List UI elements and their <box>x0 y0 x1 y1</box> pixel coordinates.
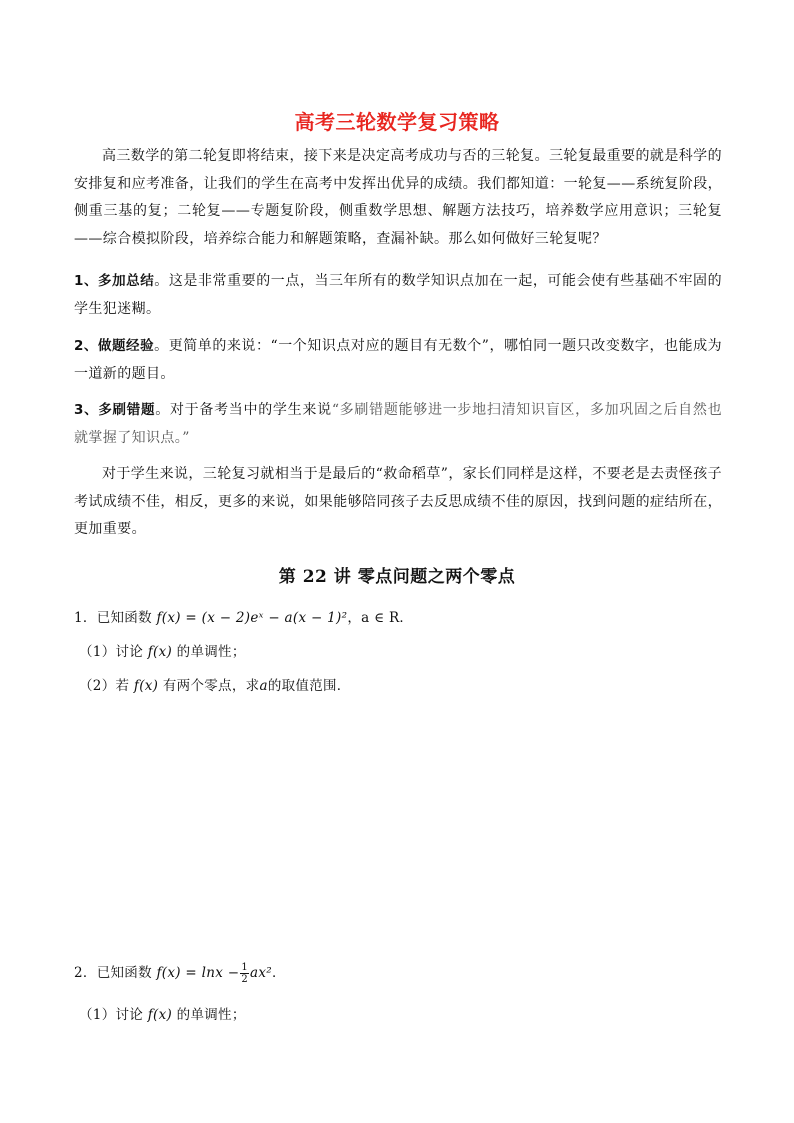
part-label: （1） <box>79 644 116 660</box>
question-2-formula-right: ax² <box>250 965 273 981</box>
point-2-text: 。更简单的来说：“一个知识点对应的题目有无数个”，哪怕同一题只改变数字，也能成为一道新的题目。 <box>74 338 723 382</box>
part-text-after: 有两个零点，求 <box>162 678 260 694</box>
question-1-prefix: 已知函数 <box>96 610 152 626</box>
point-1-label: 1、多加总结 <box>74 273 155 289</box>
question-2-number: 2． <box>74 965 97 981</box>
fraction-denominator: 2 <box>241 974 249 985</box>
fraction <box>240 962 249 985</box>
part-label: （1） <box>79 1007 116 1023</box>
part-math-2: a <box>259 678 268 694</box>
question-1-part-2 <box>79 674 727 694</box>
intro-paragraph: 高三数学的第二轮复即将结束，接下来是决定高考成功与否的三轮复。三轮复最重要的就是科学的安排复和应考准备，让我们的学生在高考中发挥出优异的成绩。我们都知道：一轮复——系统复阶段，侧重三基的复；二轮复——专题复阶段，侧重数学思想、解题方法技巧，培养数学应用意识；三轮复——综合模拟阶段，培养综合能力和解题策略，查漏补缺。那么如何做好三轮复呢？ <box>74 148 722 247</box>
part-text: 若 <box>115 678 130 694</box>
question-2-prefix: 已知函数 <box>96 965 152 981</box>
part-text: 讨论 <box>115 644 144 660</box>
part-text-after: 的单调性； <box>176 1007 246 1023</box>
point-2 <box>74 333 722 388</box>
part-text-after: 的单调性； <box>176 644 246 660</box>
point-2-label: 2、做题经验 <box>74 338 155 354</box>
point-1 <box>74 268 722 323</box>
lecture-title: 第 22 讲 零点问题之两个零点 <box>278 567 516 587</box>
document-title: 高考三轮数学复习策略 <box>294 110 500 134</box>
question-2 <box>74 961 722 985</box>
conclusion-paragraph: 对于学生来说，三轮复习就相当于是最后的“救命稻草”，家长们同样是这样，不要老是去责怪孩子考试成绩不佳，相反，更多的来说，如果能够陪同孩子去反思成绩不佳的原因，找到问题的症结所在，更加重要。 <box>74 466 722 537</box>
question-1-part-1 <box>79 640 727 660</box>
point-1-text: 。这是非常重要的一点，当三年所有的数学知识点加在一起，可能会使有些基础不牢固的学生犯迷糊。 <box>74 273 722 317</box>
point-3-label: 3、多刷错题 <box>74 402 156 418</box>
question-1-suffix: ，a ∈ R． <box>347 610 414 626</box>
part-math: f(x) <box>133 678 159 694</box>
question-2-part-1 <box>79 1003 727 1023</box>
part-label: （2） <box>79 678 116 694</box>
question-2-suffix: ． <box>272 965 286 981</box>
question-2-formula-left: f(x) = lnx − <box>156 965 240 981</box>
part-math: f(x) <box>147 644 173 660</box>
part-math: f(x) <box>147 1007 173 1023</box>
fraction-numerator: 1 <box>241 962 249 973</box>
question-1 <box>74 606 722 626</box>
question-1-formula: f(x) = (x − 2)eˣ − a(x − 1)² <box>156 610 348 626</box>
part-text-end: 的取值范围． <box>267 678 351 694</box>
question-1-number: 1． <box>74 610 97 626</box>
part-text: 讨论 <box>115 1007 144 1023</box>
point-3-quote: “多刷错题能够进一步地扫清知识盲区，多加巩固之后自然也就掌握了知识点。” <box>74 402 722 446</box>
point-3-text: 。对于备考当中的学生来说 <box>155 402 332 418</box>
point-3 <box>74 397 722 452</box>
